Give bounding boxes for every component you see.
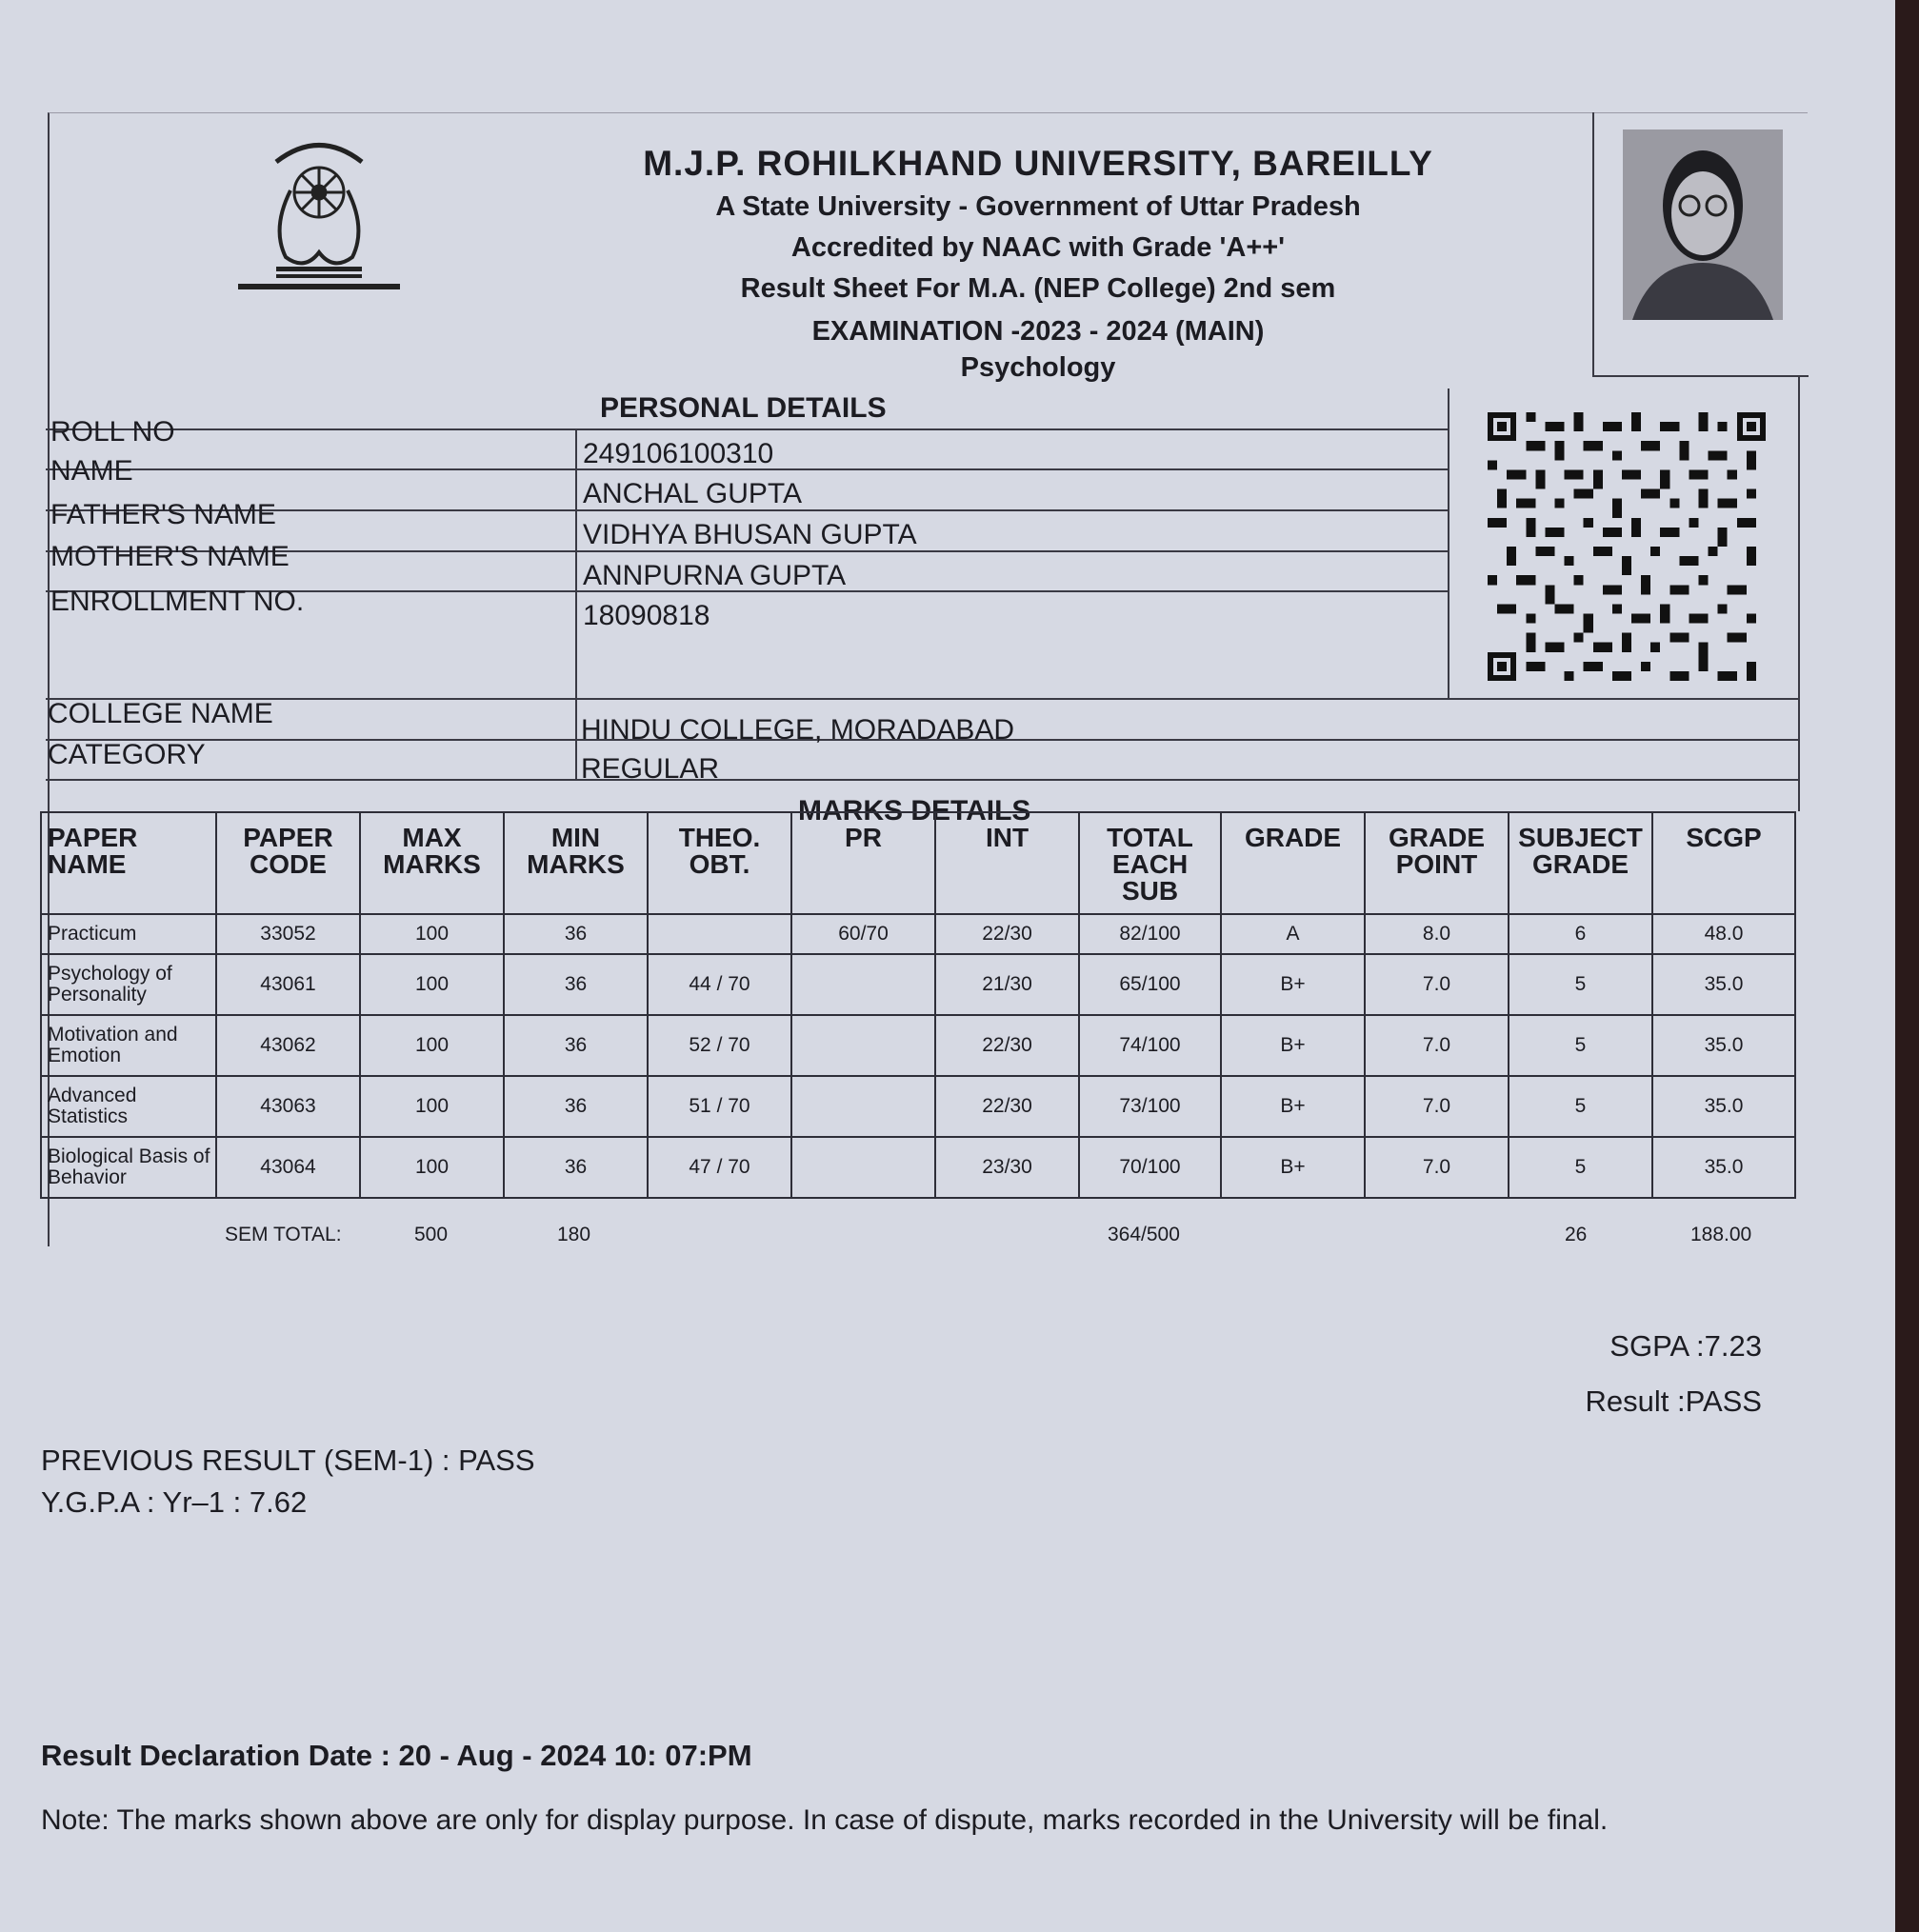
subject-name: Psychology [960,352,1116,383]
enrollment-value: 18090818 [583,600,710,631]
college-name-value: HINDU COLLEGE, MORADABAD [581,714,1015,746]
paper-name: Practicum [41,914,216,954]
university-status: A State University - Government of Uttar Pradesh [715,191,1361,222]
divider [575,428,577,781]
practical [791,1076,935,1137]
paper-code: 33052 [216,914,360,954]
col-max-marks: MAX MARKS [360,812,504,914]
grade: B+ [1221,954,1365,1015]
min-marks: 36 [504,954,648,1015]
result-summary [1585,1319,1762,1429]
enrollment-label: ENROLLMENT NO. [50,586,305,617]
sem-total-label: SEM TOTAL: [225,1224,342,1245]
paper-name: Advanced Statistics [41,1076,216,1137]
divider [46,428,1449,430]
roll-no-label: ROLL NO [50,416,175,448]
subject-grade: 6 [1509,914,1652,954]
col-theory-obtained: THEO. OBT. [648,812,791,914]
sem-total-credit: 26 [1565,1224,1588,1245]
table-row [41,954,1795,1015]
sem-total-obtained: 364/500 [1108,1224,1180,1245]
subject-grade: 5 [1509,1015,1652,1076]
col-grade-point: GRADE POINT [1365,812,1509,914]
paper-name: Motivation and Emotion [41,1015,216,1076]
table-row [41,1137,1795,1198]
grade-point: 8.0 [1365,914,1509,954]
min-marks: 36 [504,1015,648,1076]
max-marks: 100 [360,1015,504,1076]
min-marks: 36 [504,914,648,954]
total-each-sub: 74/100 [1079,1015,1221,1076]
sgpa-value: SGPA :7.23 [1609,1329,1762,1363]
ygpa: Y.G.P.A : Yr–1 : 7.62 [41,1485,308,1519]
theory-obtained: 52 / 70 [648,1015,791,1076]
paper-name: Biological Basis of Behavior [41,1137,216,1198]
col-paper-name: PAPER NAME [41,812,216,914]
marks-table [40,811,1796,1199]
marks-header-row [41,812,1795,914]
col-paper-code: PAPER CODE [216,812,360,914]
category-label: CATEGORY [48,739,206,770]
name-label: NAME [50,455,133,487]
total-each-sub: 65/100 [1079,954,1221,1015]
paper-code: 43063 [216,1076,360,1137]
paper-code: 43064 [216,1137,360,1198]
min-marks: 36 [504,1137,648,1198]
col-min-marks: MIN MARKS [504,812,648,914]
previous-result: PREVIOUS RESULT (SEM-1) : PASS [41,1444,535,1477]
father-name-value: VIDHYA BHUSAN GUPTA [583,519,917,550]
total-each-sub: 70/100 [1079,1137,1221,1198]
father-name-label: FATHER'S NAME [50,499,276,530]
practical [791,1015,935,1076]
divider [1798,375,1800,811]
theory-obtained: 44 / 70 [648,954,791,1015]
max-marks: 100 [360,1137,504,1198]
table-row [41,1015,1795,1076]
theory-obtained [648,914,791,954]
divider [46,779,1800,781]
student-photo [1623,129,1783,320]
internal: 22/30 [935,914,1079,954]
accreditation: Accredited by NAAC with Grade 'A++' [790,232,1286,263]
sem-total-max: 500 [414,1224,449,1245]
grade-point: 7.0 [1365,1076,1509,1137]
max-marks: 100 [360,1076,504,1137]
paper-code: 43062 [216,1015,360,1076]
max-marks: 100 [360,954,504,1015]
col-internal: INT [935,812,1079,914]
examination: EXAMINATION -2023 - 2024 (MAIN) [811,316,1265,347]
grade-point: 7.0 [1365,1137,1509,1198]
name-value: ANCHAL GUPTA [583,478,803,509]
internal: 22/30 [935,1015,1079,1076]
college-name-label: COLLEGE NAME [48,698,273,729]
practical: 60/70 [791,914,935,954]
grade: B+ [1221,1015,1365,1076]
sem-total-min: 180 [557,1224,591,1245]
qr-code-icon [1488,412,1766,681]
max-marks: 100 [360,914,504,954]
scgp: 35.0 [1652,954,1795,1015]
internal: 21/30 [935,954,1079,1015]
theory-obtained: 47 / 70 [648,1137,791,1198]
divider [1448,388,1449,700]
internal: 22/30 [935,1076,1079,1137]
internal: 23/30 [935,1137,1079,1198]
document-header [533,141,1543,383]
grade: A [1221,914,1365,954]
grade-point: 7.0 [1365,1015,1509,1076]
scgp: 35.0 [1652,1076,1795,1137]
result-value: Result :PASS [1585,1384,1762,1418]
total-each-sub: 82/100 [1079,914,1221,954]
university-logo-icon [219,124,419,300]
divider [46,698,1800,700]
min-marks: 36 [504,1076,648,1137]
mother-name-value: ANNPURNA GUPTA [583,560,847,591]
declaration-date: Result Declaration Date : 20 - Aug - 2024 10: 07:PM [41,1739,752,1772]
theory-obtained: 51 / 70 [648,1076,791,1137]
sem-total-scgp: 188.00 [1690,1224,1752,1245]
roll-no-value: 249106100310 [583,438,774,469]
practical [791,954,935,1015]
subject-grade: 5 [1509,954,1652,1015]
col-scgp: SCGP [1652,812,1795,914]
col-grade: GRADE [1221,812,1365,914]
marks-details-title: MARKS DETAILS [798,795,1031,827]
col-total-each-sub: TOTAL EACH SUB [1079,812,1221,914]
paper-name: Psychology of Personality [41,954,216,1015]
subject-grade: 5 [1509,1137,1652,1198]
grade: B+ [1221,1137,1365,1198]
scgp: 35.0 [1652,1015,1795,1076]
grade-point: 7.0 [1365,954,1509,1015]
mother-name-label: MOTHER'S NAME [50,541,290,572]
disclaimer-note: Note: The marks shown above are only for display purpose. In case of dispute, marks recorded in the University will be final. [41,1804,1609,1836]
previous-results [41,1440,535,1524]
subject-grade: 5 [1509,1076,1652,1137]
photo-box [1592,112,1809,377]
practical [791,1137,935,1198]
col-practical: PR [791,812,935,914]
paper-code: 43061 [216,954,360,1015]
university-name: M.J.P. ROHILKHAND UNIVERSITY, BAREILLY [643,144,1433,183]
col-subject-grade: SUBJECT GRADE [1509,812,1652,914]
table-row [41,914,1795,954]
table-row [41,1076,1795,1137]
grade: B+ [1221,1076,1365,1137]
scgp: 48.0 [1652,914,1795,954]
scgp: 35.0 [1652,1137,1795,1198]
category-value: REGULAR [581,753,720,785]
total-each-sub: 73/100 [1079,1076,1221,1137]
sheet-title: Result Sheet For M.A. (NEP College) 2nd sem [740,273,1336,304]
personal-details-title: PERSONAL DETAILS [600,392,887,424]
